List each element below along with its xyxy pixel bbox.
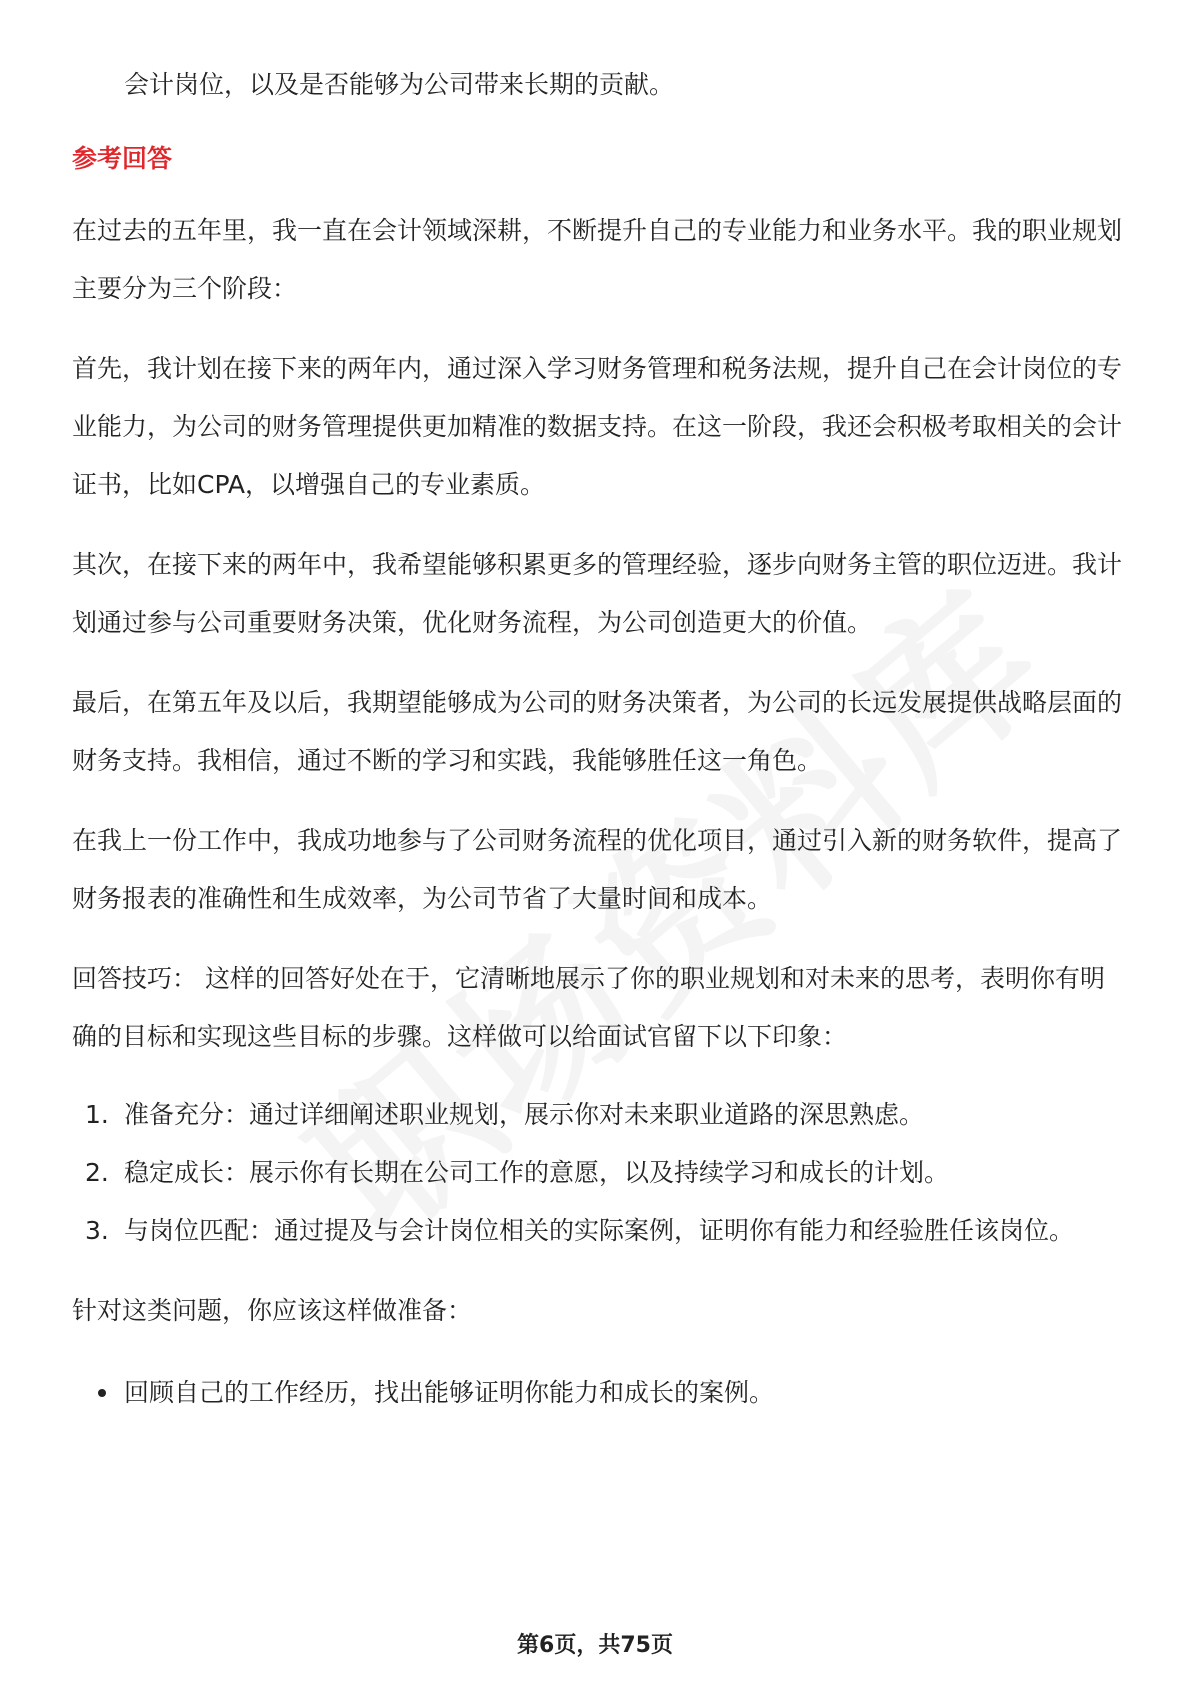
intro-continuation: 会计岗位，以及是否能够为公司带来长期的贡献。	[124, 70, 675, 99]
list-item-text: 稳定成长：展示你有长期在公司工作的意愿，以及持续学习和成长的计划。	[124, 1158, 950, 1187]
list-number: 3.	[85, 1216, 109, 1245]
bullet-item	[72, 1364, 1122, 1422]
list-number: 1.	[85, 1100, 109, 1129]
list-item	[72, 1144, 1122, 1202]
paragraph-answer-tips: 回答技巧： 这样的回答好处在于，它清晰地展示了你的职业规划和对未来的思考，表明你有明确的目标和实现这些目标的步骤。这样做可以给面试官留下以下印象：	[72, 964, 1105, 1051]
paragraph-stage-one: 首先，我计划在接下来的两年内，通过深入学习财务管理和税务法规，提升自己在会计岗位的专业能力，为公司的财务管理提供更加精准的数据支持。在这一阶段，我还会积极考取相关的会计证书，比如CPA，以增强自己的专业素质。	[72, 354, 1123, 499]
ordered-list	[72, 1086, 1122, 1260]
list-item	[72, 1086, 1122, 1144]
bullet-dot-icon	[98, 1389, 106, 1397]
page-content	[72, 56, 1122, 1422]
list-item	[72, 1202, 1122, 1260]
list-item-text: 准备充分：通过详细阐述职业规划，展示你对未来职业道路的深思熟虑。	[124, 1100, 925, 1129]
list-number: 2.	[85, 1158, 109, 1187]
bullet-list	[72, 1364, 1122, 1422]
list-item-text: 与岗位匹配：通过提及与会计岗位相关的实际案例，证明你有能力和经验胜任该岗位。	[124, 1216, 1075, 1245]
paragraph-stage-two: 其次，在接下来的两年中，我希望能够积累更多的管理经验，逐步向财务主管的职位迈进。我计划通过参与公司重要财务决策，优化财务流程，为公司创造更大的价值。	[72, 550, 1123, 637]
paragraph-overview: 在过去的五年里，我一直在会计领域深耕，不断提升自己的专业能力和业务水平。我的职业规划主要分为三个阶段：	[72, 216, 1123, 303]
prep-intro: 针对这类问题，你应该这样做准备：	[72, 1296, 473, 1325]
paragraph-experience: 在我上一份工作中，我成功地参与了公司财务流程的优化项目，通过引入新的财务软件，提高了财务报表的准确性和生成效率，为公司节省了大量时间和成本。	[72, 826, 1123, 913]
bullet-item-text: 回顾自己的工作经历，找出能够证明你能力和成长的案例。	[124, 1378, 775, 1407]
section-heading: 参考回答	[72, 144, 173, 173]
paragraph-stage-three: 最后，在第五年及以后，我期望能够成为公司的财务决策者，为公司的长远发展提供战略层面的财务支持。我相信，通过不断的学习和实践，我能够胜任这一角色。	[72, 688, 1123, 775]
page-number: 第6页，共75页	[517, 1633, 673, 1658]
